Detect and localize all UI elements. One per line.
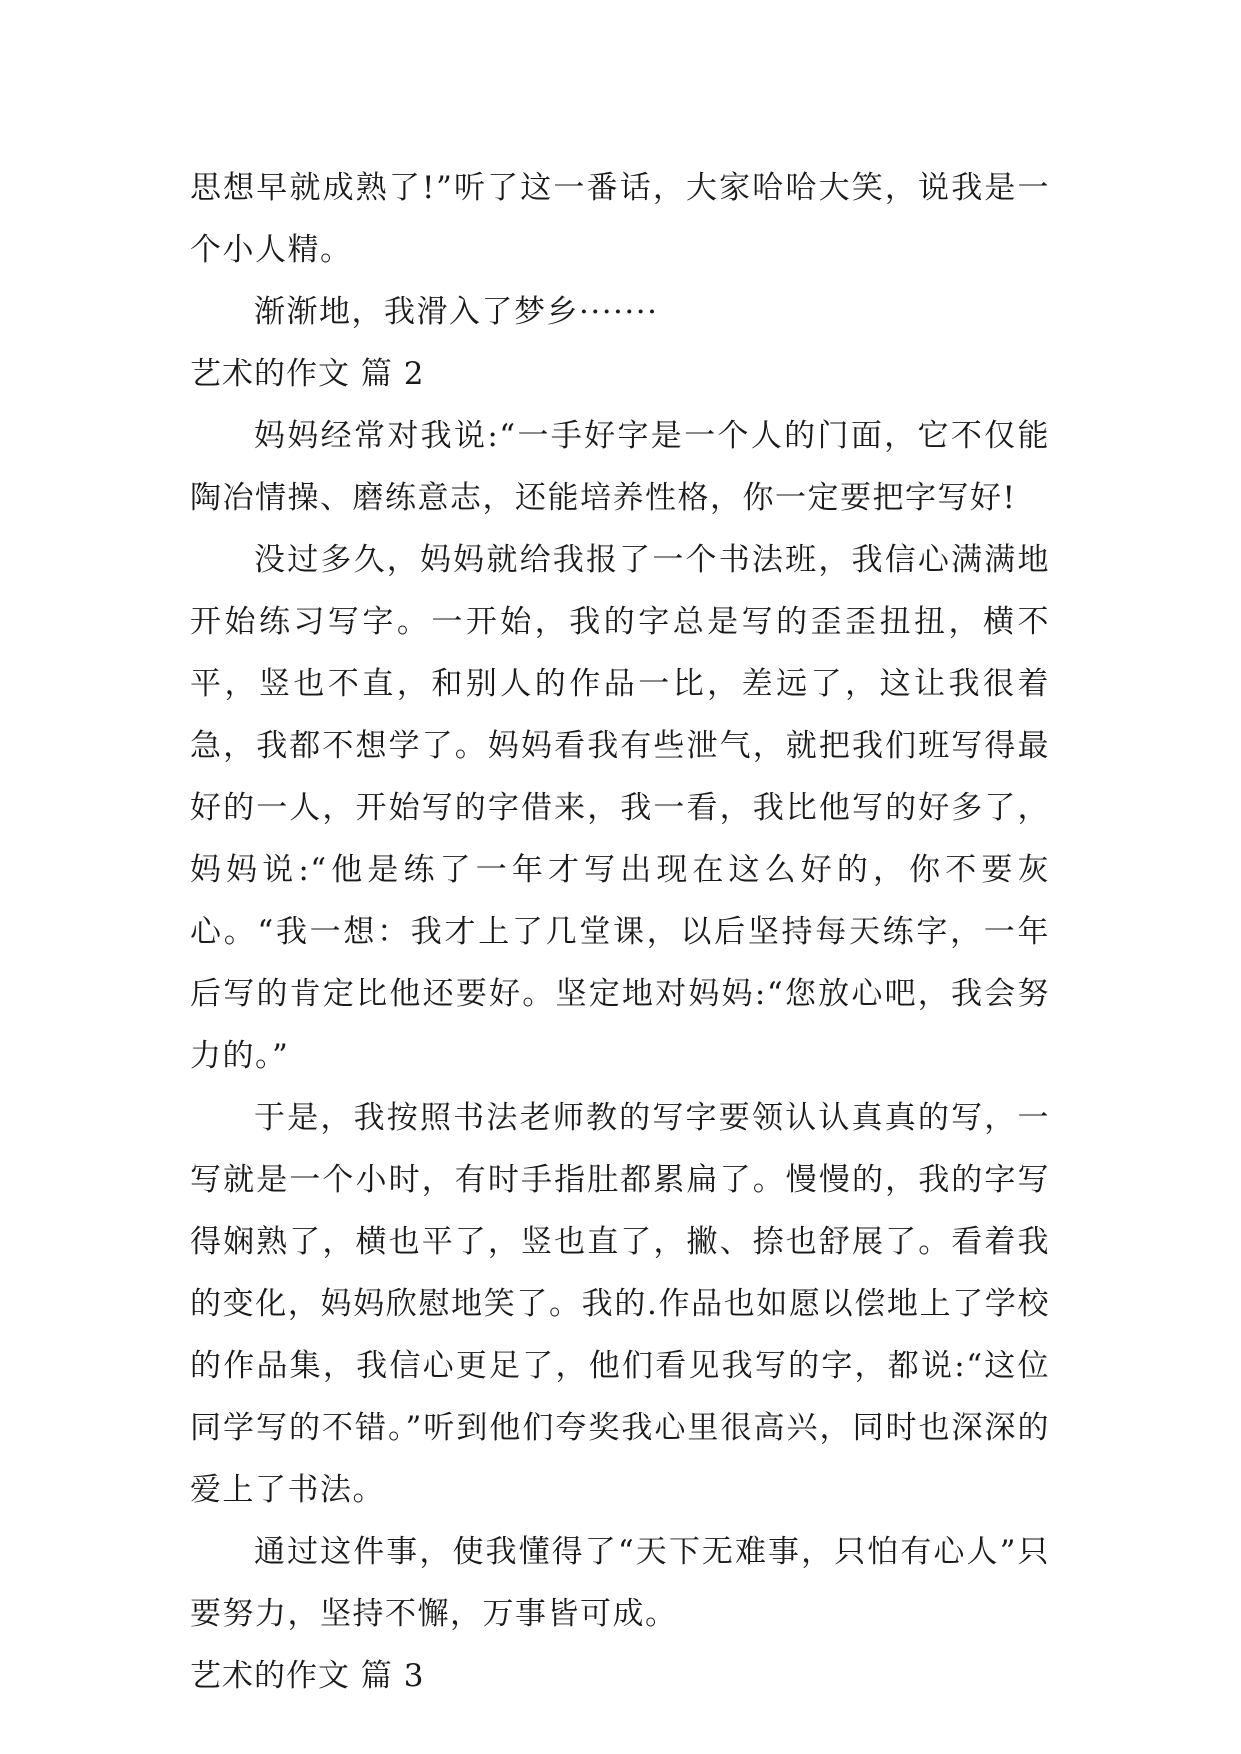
paragraph: 妈妈经常对我说:“一手好字是一个人的门面，它不仅能陶冶情操、磨练意志，还能培养性格，你一定要把字写好! — [190, 418, 1050, 516]
paragraph: 没过多久，妈妈就给我报了一个书法班，我信心满满地开始练习写字。一开始，我的字总是写的歪歪扭扭，横不平，竖也不直，和别人的作品一比，差远了，这让我很着急，我都不想学了。妈妈看我有些泄气，就把我们班写得最好的一人，开始写的字借来，我一看，我比他写的好多了，妈妈说:“他是练了一年才写出现在这么好的，你不要灰心。“我一想：我才上了几堂课，以后坚持每天练字，一年后写的肯定比他还要好。坚定地对妈妈:“您放心吧，我会努力的。” — [190, 542, 1050, 1074]
paragraph: 于是，我按照书法老师教的写字要领认认真真的写，一写就是一个小时，有时手指肚都累扁了。慢慢的，我的字写得娴熟了，横也平了，竖也直了，撇、捺也舒展了。看着我的变化，妈妈欣慰地笑了。我的.作品也如愿以偿地上了学校的作品集，我信心更足了，他们看见我写的字，都说:“这位同学写的不错。”听到他们夸奖我心里很高兴，同时也深深的爱上了书法。 — [190, 1100, 1050, 1508]
paragraph: 渐渐地，我滑入了梦乡······· — [254, 294, 659, 330]
section-heading: 艺术的作文 篇 2 — [190, 356, 425, 392]
section-heading: 艺术的作文 篇 3 — [190, 1658, 425, 1694]
document-body — [190, 157, 1050, 1707]
paragraph: 通过这件事，使我懂得了“天下无难事，只怕有心人”只要努力，坚持不懈，万事皆可成。 — [190, 1534, 1050, 1632]
paragraph: 思想早就成熟了!”听了这一番话，大家哈哈大笑，说我是一个小人精。 — [190, 170, 1050, 268]
